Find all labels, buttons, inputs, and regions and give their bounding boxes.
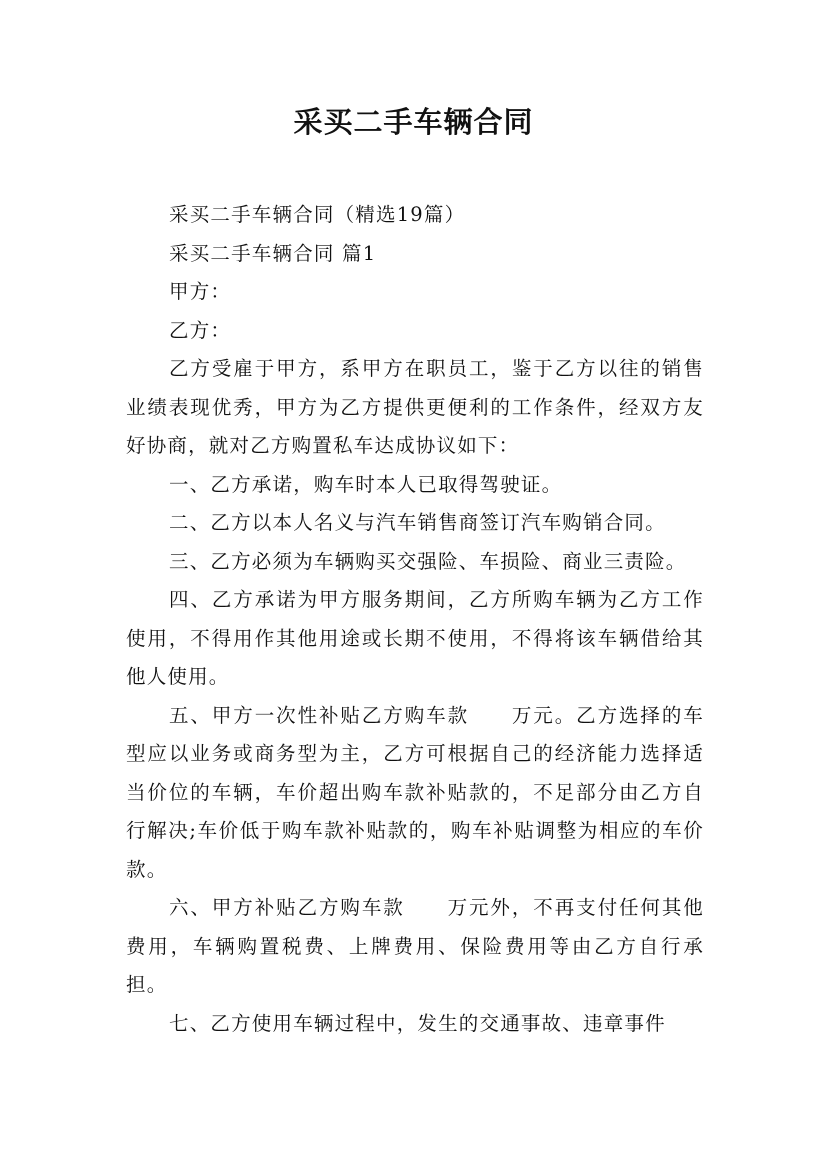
paragraph-clause-1: 一、乙方承诺，购车时本人已取得驾驶证。 xyxy=(169,472,563,496)
document-title: 采买二手车辆合同 xyxy=(293,105,534,139)
paragraph-collection-heading: 采买二手车辆合同（精选19篇） xyxy=(169,203,466,226)
paragraph-clause-7: 七、乙方使用车辆过程中，发生的交通事故、违章事件 xyxy=(169,1011,666,1035)
paragraph-party-b: 乙方： xyxy=(169,318,232,342)
paragraph-party-a: 甲方： xyxy=(169,280,232,303)
paragraph-clause-4: 四、乙方承诺为甲方服务期间，乙方所购车辆为乙方工作使用，不得用作其他用途或长期不使用，不得将该车辆借给其他人使用。 xyxy=(126,588,704,688)
paragraph-clause-6: 六、甲方补贴乙方购车款 万元外，不再支付任何其他费用，车辆购置税费、上牌费用、保险费用等由乙方自行承担。 xyxy=(126,896,704,996)
document-body xyxy=(126,196,704,1043)
paragraph-article-heading: 采买二手车辆合同 篇1 xyxy=(169,241,377,265)
paragraph-preamble: 乙方受雇于甲方，系甲方在职员工，鉴于乙方以往的销售业绩表现优秀，甲方为乙方提供更便利的工作条件，经双方友好协商，就对乙方购置私车达成协议如下： xyxy=(126,357,704,457)
paragraph-clause-3: 三、乙方必须为车辆购买交强险、车损险、商业三责险。 xyxy=(169,549,687,573)
paragraph-clause-5: 五、甲方一次性补贴乙方购车款 万元。乙方选择的车型应以业务或商务型为主，乙方可根据自己的经济能力选择适当价位的车辆，车价超出购车款补贴款的，不足部分由乙方自行解决;车价低于购车款补贴款的，购车补贴调整为相应的车价款。 xyxy=(126,703,704,881)
paragraph-clause-2: 二、乙方以本人名义与汽车销售商签订汽车购销合同。 xyxy=(169,511,666,534)
